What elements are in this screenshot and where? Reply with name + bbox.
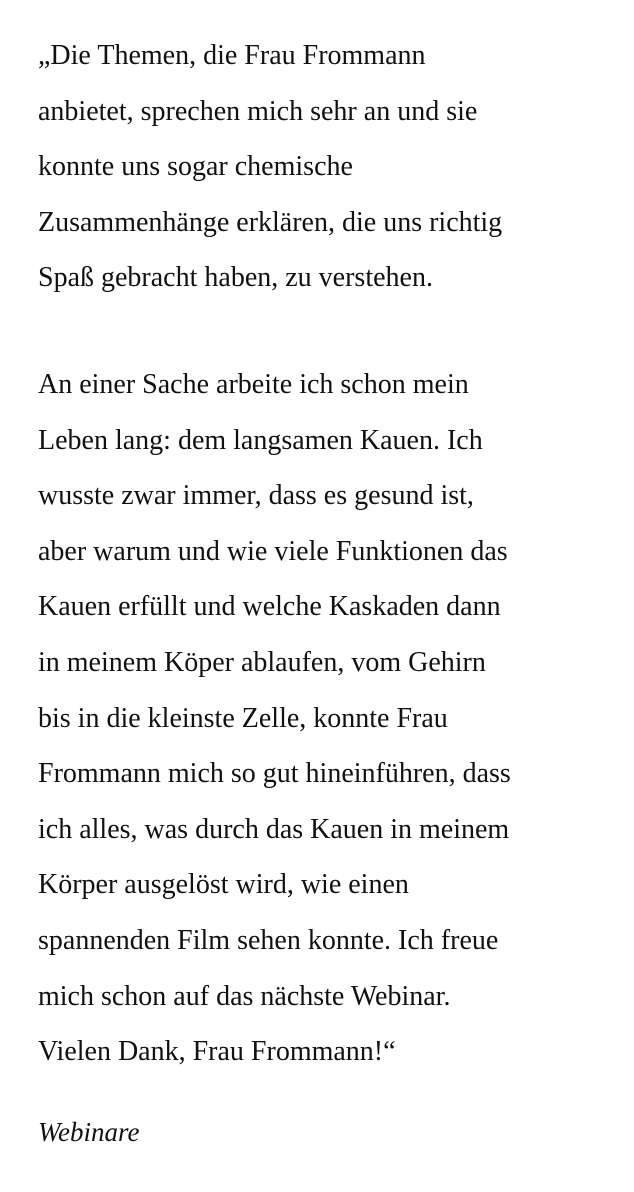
testimonial-paragraph-1 (38, 28, 614, 306)
text-line: Spaß gebracht haben, zu verstehen. (38, 262, 433, 294)
text-line: aber warum und wie viele Funktionen das (38, 535, 508, 567)
text-line: Zusammenhänge erklären, die uns richtig (38, 206, 503, 238)
text-line: Körper ausgelöst wird, wie einen (38, 869, 409, 901)
text-line: „Die Themen, die Frau Frommann (38, 40, 426, 71)
text-line: wusste zwar immer, dass es gesund ist, (38, 480, 474, 512)
text-line: Kauen erfüllt und welche Kaskaden dann (38, 591, 501, 623)
paragraph-gap (38, 306, 614, 357)
text-line: bis in die kleinste Zelle, konnte Frau (38, 702, 448, 734)
text-line: Frommann mich so gut hineinführen, dass (38, 758, 511, 790)
text-line: An einer Sache arbeite ich schon mein (38, 368, 469, 400)
text-line: mich schon auf das nächste Webinar. (38, 980, 451, 1012)
text-line: spannenden Film sehen konnte. Ich freue (38, 924, 499, 956)
testimonial-paragraph-2 (38, 357, 614, 1080)
text-line: konnte uns sogar chemische (38, 151, 353, 183)
testimonial-text (38, 28, 614, 1080)
text-line: Leben lang: dem langsamen Kauen. Ich (38, 424, 483, 456)
text-line: Vielen Dank, Frau Frommann!“ (38, 1036, 396, 1068)
testimonial-category: Webinare (38, 1117, 140, 1147)
text-line: anbietet, sprechen mich sehr an und sie (38, 95, 478, 127)
text-line: ich alles, was durch das Kauen in meinem (38, 813, 510, 845)
text-line: in meinem Köper ablaufen, vom Gehirn (38, 646, 486, 678)
